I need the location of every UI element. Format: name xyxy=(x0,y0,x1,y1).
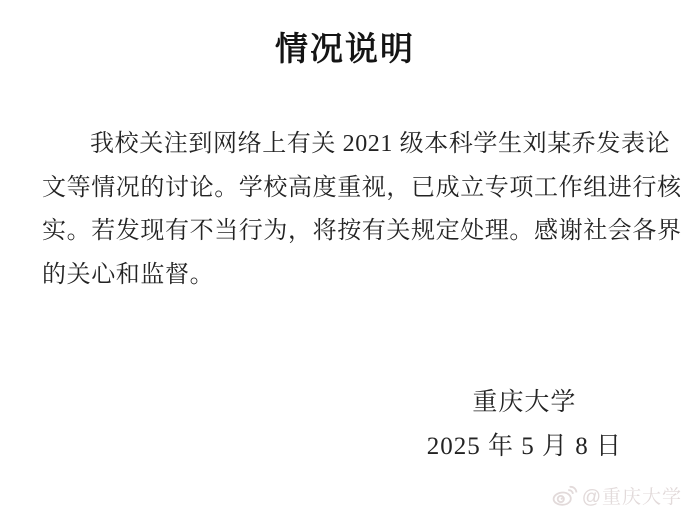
watermark-handle: @重庆大学 xyxy=(581,487,682,508)
body-line: 实。若发现有不当行为，将按有关规定处理。感谢社会各界 xyxy=(42,218,682,244)
signature-date: 2025 年 5 月 8 日 xyxy=(426,433,622,460)
body-line: 文等情况的讨论。学校高度重视，已成立专项工作组进行核 xyxy=(42,174,682,201)
weibo-icon xyxy=(551,484,578,507)
document-title: 情况说明 xyxy=(275,32,415,68)
body-line: 我校关注到网络上有关 2021 级本科学生刘某乔发表论 xyxy=(90,131,671,157)
body-line: 的关心和监督。 xyxy=(42,261,215,288)
signature-name: 重庆大学 xyxy=(472,389,577,416)
weibo-watermark xyxy=(551,482,682,509)
signature-block xyxy=(427,388,622,462)
document-body xyxy=(42,123,682,297)
